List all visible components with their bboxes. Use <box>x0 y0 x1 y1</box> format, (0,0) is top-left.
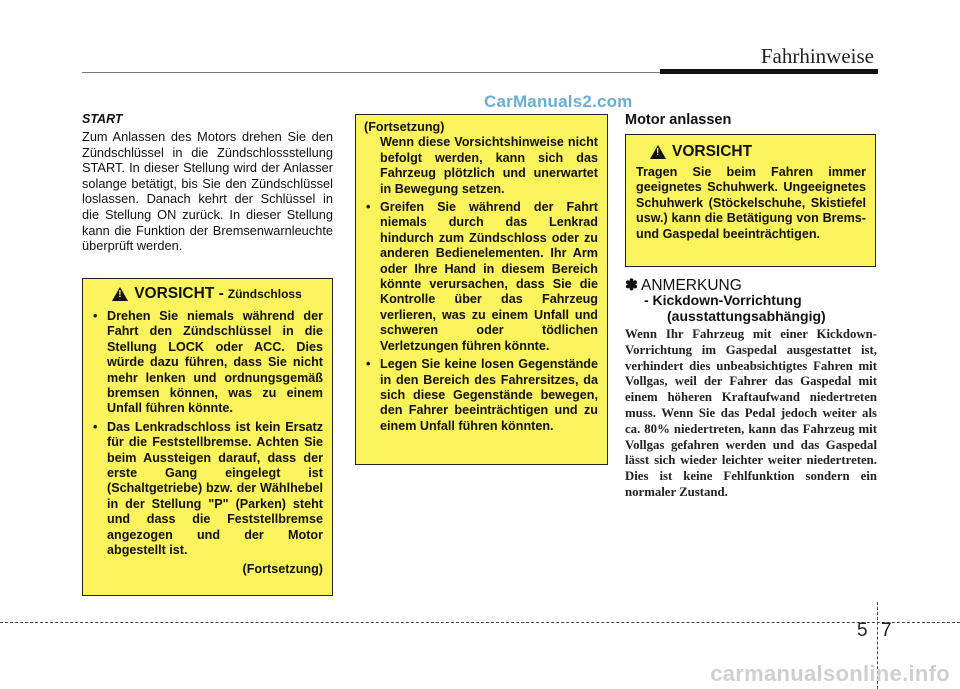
caution-item: • Greifen Sie während der Fahrt niemals durch das Lenkrad hindurch zum Zündschloss oder zu anderen Bedienelementen. Ihr Arm oder Ihre Hand in diesem Bereich könnte verursachen, dass Sie die Kontrolle über das Fahrzeug verlieren, was zu einem Unfall und schweren oder tödlichen Verletzungen führen könnte. <box>364 200 598 354</box>
warning-triangle-icon <box>112 287 128 301</box>
start-section <box>82 112 333 254</box>
note-subtitle <box>644 293 826 324</box>
continued-intro: Wenn diese Vorsichtshinweise nicht befolgt werden, kann sich das Fahrzeug plötzlich und unerwartet in Bewegung setzen. <box>380 135 598 196</box>
caution-item: • Drehen Sie niemals während der Fahrt den Zündschlüssel in die Stellung LOCK oder ACC. Dies würde dazu führen, dass Sie nicht mehr lenken und ordnungsgemäß bremsen können, was zu einem Unfall führen könnte. <box>91 309 323 417</box>
start-text: Zum Anlassen des Motors drehen Sie den Zündschlüssel in die Zündschlossstellung START. In dieser Stellung wird der Anlasser solange betätigt, bis Sie den Zündschlüssel loslassen. Danach kehrt der Schlüssel in die Stellung ON zurück. In dieser Stellung kann die Funktion der Bremsenwarnleuchte überprüft werden. <box>82 129 333 254</box>
caution-title: VORSICHT <box>672 143 753 160</box>
caution-box-ignition <box>82 278 333 596</box>
motor-heading: Motor anlassen <box>625 112 732 128</box>
watermark-bottom: carmanualsonline.info <box>710 661 950 686</box>
note-subtitle-line1: - Kickdown-Vorrichtung <box>644 292 802 308</box>
header-rule-thick <box>660 69 878 74</box>
caution-subtitle: Zündschloss <box>227 287 302 301</box>
caution-heading <box>650 143 866 161</box>
continued-heading: (Fortsetzung) <box>364 120 445 134</box>
continued-label: (Fortsetzung) <box>242 561 323 576</box>
note-subtitle-line2: (ausstattungsabhängig) <box>667 307 826 324</box>
header-rule-thin <box>82 72 660 73</box>
watermark-top: CarManuals2.com <box>484 92 633 111</box>
note-title-text: ANMERKUNG <box>641 277 742 294</box>
caution-box-footwear <box>625 134 876 267</box>
continued-list <box>364 200 598 434</box>
page-header-title: Fahrhinweise <box>760 44 874 68</box>
caution-heading <box>91 285 323 303</box>
caution-title: VORSICHT - <box>134 285 224 302</box>
note-text: Wenn Ihr Fahrzeug mit einer Kickdown-Vorrichtung im Gaspedal ausgestattet ist, verhindert dies unbeabsichtigtes Fahren mit Vollgas, weil der Fahrer das Gaspedal mit einem höheren Kraftaufwand niedertreten muss. Wenn Sie das Pedal jedoch weiter als ca. 80% niedertreten, kann das Fahrzeug mit Vollgas gefahren werden und das Gaspedal lässt sich wieder leichter weiter niedertreten. Dies ist keine Fehlfunktion sondern ein normaler Zustand. <box>625 327 877 499</box>
footer-rule <box>0 622 960 623</box>
caution-list <box>91 309 323 559</box>
caution-item: • Das Lenkradschloss ist kein Ersatz für die Feststellbremse. Achten Sie beim Aussteigen darauf, dass der erste Gang eingelegt ist (Schaltgetriebe) bzw. der Wählhebel in der Stellung "P" (Parken) steht und dass die Feststellbremse angezogen und der Motor abgestellt ist. <box>91 420 323 559</box>
note-star-icon: ✽ <box>625 277 638 294</box>
page-number: 7 <box>881 620 892 641</box>
start-label: START <box>82 112 123 126</box>
caution-box-continued <box>355 114 608 465</box>
chapter-number: 5 <box>857 620 868 641</box>
warning-triangle-icon <box>650 145 666 159</box>
caution-text: Tragen Sie beim Fahren immer geeignetes Schuhwerk. Ungeeignetes Schuhwerk (Stöckelschuhe, Skistiefel usw.) kann die Betätigung von Brems- und Gaspedal beeinträchtigen. <box>636 165 866 241</box>
caution-item: • Legen Sie keine losen Gegenstände in den Bereich des Fahrersitzes, da sich diese Gegenstände bewegen, den Fahrer beeinträchtigen und zu einem Unfall führen könnten. <box>364 357 598 434</box>
